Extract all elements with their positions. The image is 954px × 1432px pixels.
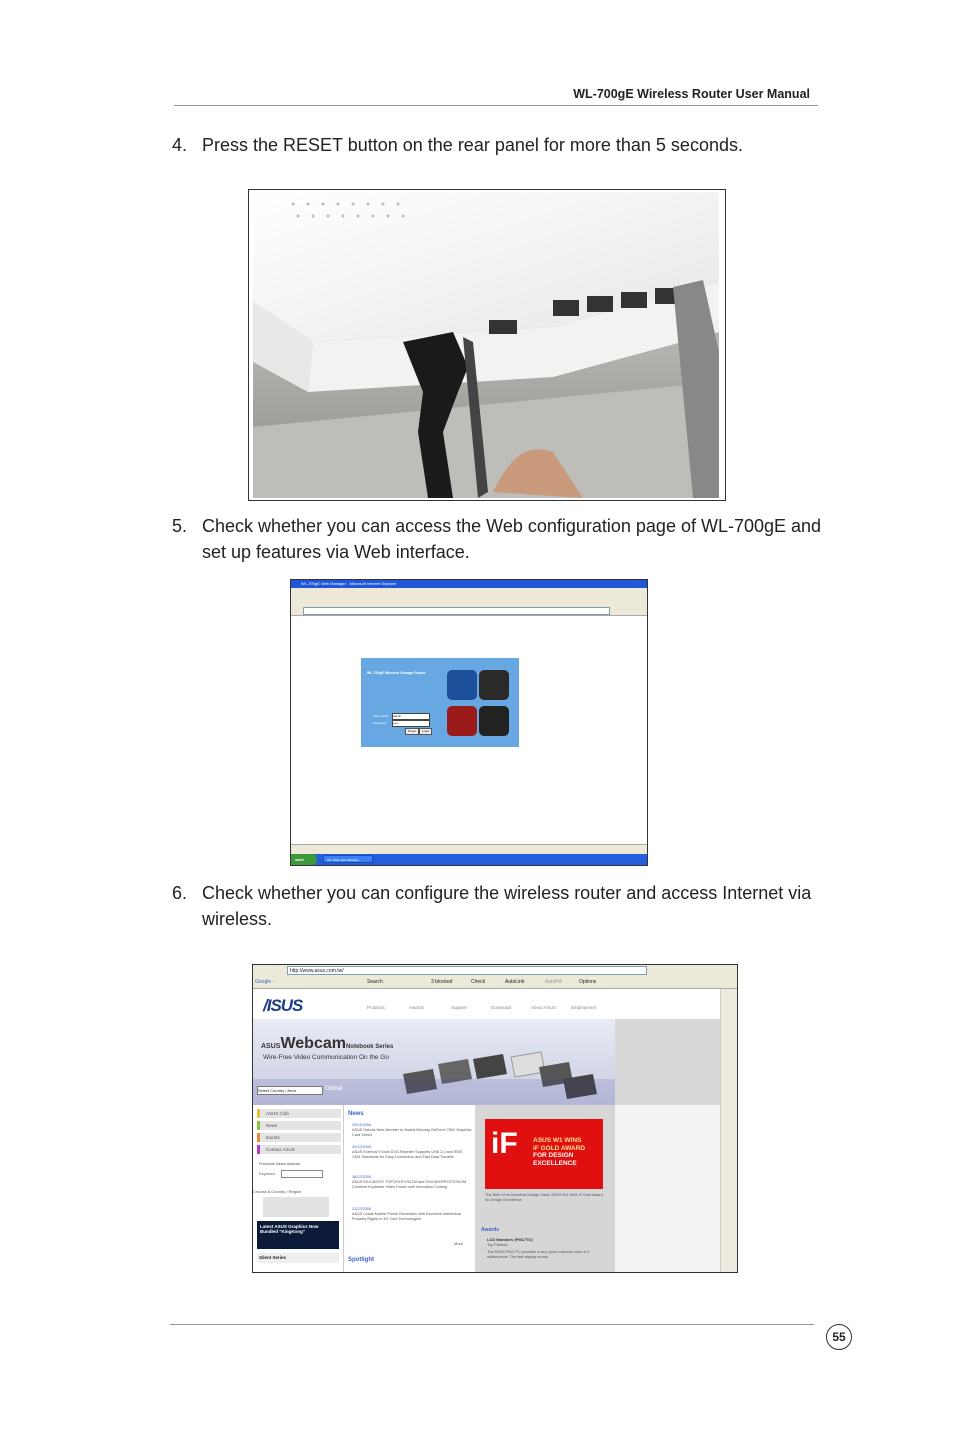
nav-products[interactable]: Products xyxy=(367,1005,385,1010)
nav-support[interactable]: Support xyxy=(451,1005,467,1010)
username-input[interactable]: admin xyxy=(392,713,430,720)
header-rule xyxy=(174,105,818,106)
award-item-text: The ASUS PM17TU provides a very good response time of 4 milliseconds. The fast display shows xyxy=(487,1250,590,1259)
step-number: 6. xyxy=(172,883,188,903)
news-text: ASUS Leads Mobile Phone Revolution with Exclusive Intellectual Property Rights in 3G Core Technologies xyxy=(352,1212,462,1221)
webcam-heading xyxy=(261,1035,393,1053)
news-text: ASUS EAX1800XT TOP/2DHTV/512M and EAX1800PRO/TE/512M Combine Explosive Video Power with Innovative Cooling xyxy=(352,1180,467,1189)
awards-heading: Awards xyxy=(481,1227,499,1233)
vertical-scrollbar[interactable] xyxy=(720,989,738,1272)
check-button[interactable]: Check xyxy=(471,979,486,985)
link-events[interactable]: Events xyxy=(257,1133,341,1142)
asus-logo[interactable]: /ISUS xyxy=(263,996,303,1015)
tile-eye[interactable] xyxy=(479,670,509,700)
step-text: Check whether you can access the Web configuration page of WL-700gE and set up features via Web interface. xyxy=(202,516,822,562)
autofill-button[interactable]: AutoFill xyxy=(545,979,562,985)
router-reset-photo xyxy=(248,189,726,501)
silent-series-banner[interactable]: Silent Series xyxy=(257,1253,339,1263)
google-toolbar xyxy=(253,976,737,989)
asus-website-screenshot xyxy=(252,964,738,1273)
search-button[interactable]: Search xyxy=(367,979,383,985)
step-number: 5. xyxy=(172,516,188,536)
choose-country-label: Choose A Country / Region xyxy=(253,1189,302,1194)
password-input[interactable]: ••••• xyxy=(392,720,430,727)
award-caption[interactable]: The Birth of an Industrial Design Giant: ASUS W1 Wins iF Gold Award for Design Excellence xyxy=(485,1193,603,1202)
taskbar-window-button[interactable]: WL-700g Web Manager xyxy=(323,855,373,863)
panel-title: WL-700gE Wireless Storage Router xyxy=(367,671,426,675)
login-button[interactable]: Login xyxy=(419,728,432,735)
taskbar xyxy=(291,854,647,865)
site-nav xyxy=(253,989,615,1019)
login-panel xyxy=(361,658,519,747)
global-link[interactable]: Global xyxy=(325,1086,343,1092)
password-label: Password: xyxy=(373,721,388,725)
address-bar xyxy=(291,606,647,616)
banner-side-area xyxy=(615,1019,720,1105)
news-column xyxy=(343,1105,476,1272)
award-item-title[interactable]: LCD Monitors (PM17TU) xyxy=(487,1237,533,1242)
award-text xyxy=(533,1137,585,1167)
tile-browse-share[interactable] xyxy=(447,706,477,736)
web-manager-login-screenshot xyxy=(290,579,648,866)
page-header-title: WL-700gE Wireless Router User Manual xyxy=(573,87,810,101)
news-item[interactable] xyxy=(352,1145,472,1160)
address-input[interactable] xyxy=(303,607,610,615)
spotlight-heading: Spotlight xyxy=(348,1257,374,1263)
link-asus-club[interactable]: ASUS Club xyxy=(257,1109,341,1118)
webcam-series: Notebook Series xyxy=(345,1044,394,1050)
nav-about[interactable]: About ASUS xyxy=(531,1005,557,1010)
tile-easy-setup[interactable] xyxy=(447,670,477,700)
step-text: Check whether you can configure the wireless router and access Internet via wireless. xyxy=(202,883,812,929)
news-date: 28/12/2005 xyxy=(352,1175,372,1179)
step-number: 4. xyxy=(172,135,188,155)
link-contact-asus[interactable]: Contact ASUS xyxy=(257,1145,341,1154)
webcam-asus: ASUS xyxy=(261,1043,281,1050)
news-text: ASUS Debuts New Member to Award-Winning GeForce 7800 Graphics Card Series xyxy=(352,1128,472,1137)
menu-bar xyxy=(291,588,647,596)
if-logo: iF xyxy=(491,1127,518,1160)
news-heading: News xyxy=(348,1111,364,1117)
step-text: Press the RESET button on the rear panel for more than 5 seconds. xyxy=(202,135,743,155)
webcam-subtitle: Wire-Free Video Communication On the Go xyxy=(263,1054,389,1061)
webcam-banner[interactable] xyxy=(253,1019,615,1105)
news-item[interactable] xyxy=(352,1175,472,1190)
award-line: FOR DESIGN xyxy=(533,1152,574,1159)
if-award-banner[interactable] xyxy=(485,1119,603,1189)
country-select[interactable]: Select Country / Area xyxy=(257,1086,323,1095)
nav-awards[interactable]: Awards xyxy=(409,1005,424,1010)
popup-blocked-label[interactable]: 3 blocked xyxy=(431,979,453,985)
window-title: WL-700gE Web Manager - Microsoft Internet Explorer xyxy=(301,581,397,586)
options-button[interactable]: Options xyxy=(579,979,597,985)
news-date: 29/12/2005 xyxy=(352,1145,372,1149)
router-photo-illustration xyxy=(253,192,719,498)
google-label[interactable]: Google - xyxy=(255,979,275,985)
nav-download[interactable]: Download xyxy=(491,1005,512,1010)
news-text: ASUS External 9 Multi DVD-Rewriter Supports USB 2.0 and IEEE 1394 Standards for Easy Connection and Fast Data Transfer xyxy=(352,1150,463,1159)
left-sidebar xyxy=(253,1105,343,1272)
kingkong-banner[interactable]: Latest ASUS Graphics Now Bundled "KingKong" xyxy=(257,1221,339,1249)
window-title-bar xyxy=(291,580,647,588)
webcam-main: Webcam xyxy=(280,1035,346,1052)
award-column xyxy=(475,1105,615,1272)
more-link[interactable]: More xyxy=(454,1241,464,1246)
tile-download-machine[interactable] xyxy=(479,706,509,736)
address-input[interactable]: http://www.asus.com.tw/ xyxy=(287,966,647,975)
award-line: iF GOLD AWARD xyxy=(533,1144,586,1152)
world-map-image[interactable] xyxy=(263,1197,329,1217)
keyword-input[interactable] xyxy=(281,1170,323,1178)
reset-button[interactable]: Reset xyxy=(405,728,419,735)
nav-employment[interactable]: Employment xyxy=(571,1005,597,1010)
news-item[interactable] xyxy=(352,1123,472,1138)
start-button[interactable]: start xyxy=(291,854,317,865)
news-date: 03/01/2006 xyxy=(352,1123,372,1127)
footer-rule xyxy=(170,1324,814,1325)
award-item-sub: Top Product xyxy=(487,1243,508,1247)
autolink-button[interactable]: AutoLink xyxy=(505,979,525,985)
award-line: ASUS W1 WINS xyxy=(533,1137,582,1144)
page-number: 55 xyxy=(826,1324,852,1350)
right-blank-area xyxy=(615,1105,720,1272)
link-news[interactable]: News xyxy=(257,1121,341,1130)
keyword-label: Keyword xyxy=(259,1171,275,1176)
username-label: User Name: xyxy=(373,714,390,718)
award-line: EXCELLENCE xyxy=(533,1159,577,1167)
news-date: 22/12/2005 xyxy=(352,1207,372,1211)
search-radio-group[interactable]: Products News Awards xyxy=(259,1161,301,1166)
news-item[interactable] xyxy=(352,1207,472,1222)
